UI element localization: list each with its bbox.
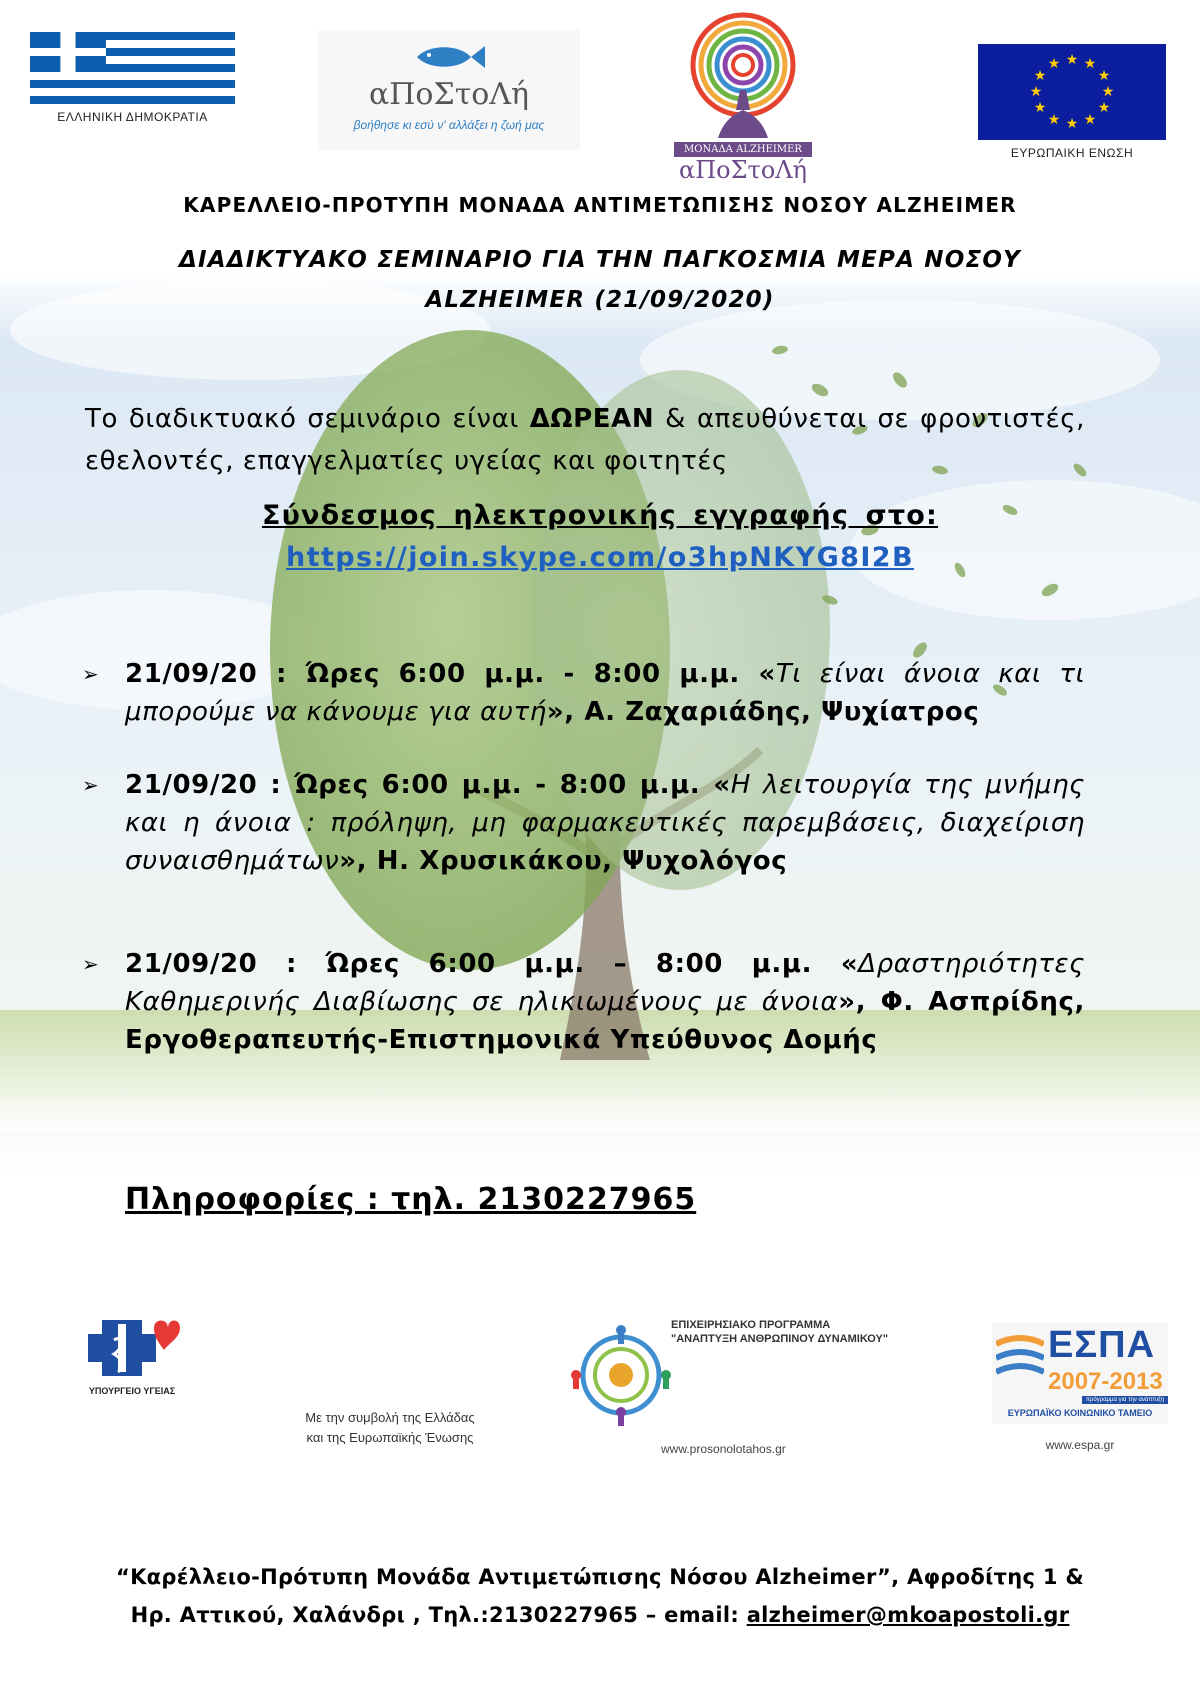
- espa-title: ΕΣΠΑ: [1048, 1324, 1156, 1366]
- arrow-bullet-icon: ➢: [82, 952, 100, 976]
- svg-text:★: ★: [1029, 84, 1043, 100]
- apostoli-logo: [318, 30, 580, 150]
- european-union-logo: [978, 44, 1166, 158]
- session-title: Η λειτουργία της μνήμης και η άνοια : πρόληψη, μη φαρμακευτικές παρεμβάσεις, διαχείριση συναισθημάτων: [125, 770, 1086, 876]
- eu-caption: ΕΥΡΩΠΑΙΚΗ ΕΝΩΣΗ: [1010, 146, 1134, 160]
- intro-text-before: Το διαδικτυακό σεμινάριο είναι: [85, 404, 530, 434]
- footer-address-phone: Ηρ. Αττικού, Χαλάνδρι , Τηλ.:2130227965 – email:: [130, 1603, 747, 1627]
- op-url: www.prosonolotahos.gr: [661, 1442, 786, 1456]
- alzheimer-unit-logo: [668, 10, 818, 188]
- greek-flag-icon: [30, 32, 235, 104]
- op-title-line-2: "ΑΝΑΠΤΥΞΗ ΑΝΘΡΩΠΙΝΟΥ ΔΥΝΑΜΙΚΟΥ": [671, 1333, 889, 1345]
- organization-title: ΚΑΡΕΛΛΕΙΟ-ΠΡΟΤΥΠΗ ΜΟΝΑΔΑ ΑΝΤΙΜΕΤΩΠΙΣΗΣ ΝΟΣΟΥ ALZHEIMER: [183, 193, 1017, 217]
- svg-text:★: ★: [1047, 112, 1061, 128]
- espa-url: www.espa.gr: [1045, 1438, 1115, 1452]
- greek-republic-logo: [30, 32, 235, 124]
- apostoli-slogan: βοήθησε κι εσύ ν' αλλάξει η ζωή μας: [353, 118, 545, 132]
- intro-free-label: ΔΩΡΕΑΝ: [529, 404, 655, 434]
- op-title: [671, 1318, 888, 1346]
- espa-logo: [992, 1322, 1168, 1457]
- svg-text:★: ★: [1047, 56, 1061, 72]
- session-date-time: 21/09/20 : Ώρες 6:00 μ.μ. - 8:00 μ.μ. «: [125, 770, 731, 800]
- svg-text:★: ★: [1033, 68, 1047, 84]
- op-title-line-1: ΕΠΙΧΕΙΡΗΣΙΑΚΟ ΠΡΟΓΡΑΜΜΑ: [671, 1319, 831, 1331]
- session-item: [80, 655, 1085, 731]
- greek-republic-caption: ΕΛΛΗΝΙΚΗ ΔΗΜΟΚΡΑΤΙΑ: [57, 110, 208, 124]
- fish-icon: [409, 40, 489, 74]
- session-item: [80, 945, 1085, 1059]
- session-item: [80, 766, 1085, 880]
- footer-line-2: [0, 1596, 1200, 1634]
- espa-years: 2007-2013: [1048, 1368, 1163, 1395]
- svg-text:★: ★: [1033, 100, 1047, 116]
- espa-waves-icon: [996, 1332, 1044, 1388]
- seminar-title: [0, 240, 1200, 320]
- svg-text:★: ★: [1097, 100, 1111, 116]
- svg-text:★: ★: [1083, 112, 1097, 128]
- svg-text:★: ★: [1101, 84, 1115, 100]
- eu-flag-icon: [978, 44, 1166, 140]
- contribution-line-1: Με την συμβολή της Ελλάδας: [305, 1410, 475, 1425]
- footer-address: [0, 1558, 1200, 1634]
- session-speaker: », Φ. Ασπρίδης, Εργοθεραπευτής-Επιστημονικά Υπεύθυνος Δομής: [125, 987, 1085, 1055]
- seminar-title-line1: ΔΙΑΔΙΚΤΥΑΚΟ ΣΕΜΙΝΑΡΙΟ ΓΙΑ ΤΗΝ ΠΑΓΚΟΣΜΙΑ ΜΕΡΑ ΝΟΣΟΥ: [179, 247, 1021, 273]
- svg-text:★: ★: [1097, 68, 1111, 84]
- intro-text-after: & απευθύνεται σε φροντιστές, εθελοντές, επαγγελματίες υγείας και φοιτητές: [85, 404, 1085, 476]
- arrow-bullet-icon: ➢: [82, 773, 100, 797]
- info-phone: Πληροφορίες : τηλ. 2130227965: [125, 1182, 697, 1217]
- session-date-time: 21/09/20 : Ώρες 6:00 μ.μ. - 8:00 μ.μ. «: [125, 659, 776, 689]
- session-date-time: 21/09/20 : Ώρες 6:00 μ.μ. – 8:00 μ.μ. «: [125, 949, 859, 979]
- footer-line-1: “Καρέλλειο-Πρότυπη Μονάδα Αντιμετώπισης Νόσου Alzheimer”, Αφροδίτης 1 &: [115, 1565, 1085, 1589]
- svg-text:★: ★: [1083, 56, 1097, 72]
- contribution-line-2: και της Ευρωπαϊκής Ένωσης: [306, 1430, 474, 1445]
- espa-program: πρόγραμμα για την ανάπτυξη: [1082, 1396, 1168, 1404]
- ministry-of-health-logo: [72, 1310, 192, 1406]
- apostoli-name: αΠοΣτοΛή: [369, 77, 529, 112]
- intro-paragraph: [85, 398, 1085, 482]
- session-title: Δραστηριότητες Καθημερινής Διαβίωσης σε ηλικιωμένους με άνοια: [125, 949, 1085, 1017]
- alzheimer-unit-banner: ΜΟΝΑΔΑ ALZHEIMER: [674, 142, 812, 157]
- ministry-caption: ΥΠΟΥΡΓΕΙΟ ΥΓΕΙΑΣ: [88, 1386, 176, 1396]
- compass-people-icon: [566, 1320, 676, 1430]
- seminar-title-line2: ALZHEIMER (21/09/2020): [425, 287, 775, 313]
- alzheimer-apostoli-name: αΠοΣτοΛή: [679, 156, 807, 184]
- session-title: Τι είναι άνοια και τι μπορούμε να κάνουμε για αυτή: [125, 659, 1085, 727]
- health-cross-heart-icon: [84, 1310, 180, 1382]
- svg-text:★: ★: [1065, 116, 1079, 132]
- arrow-bullet-icon: ➢: [82, 662, 100, 686]
- espa-fund: ΕΥΡΩΠΑΪΚΟ ΚΟΙΝΩΝΙΚΟ ΤΑΜΕΙΟ: [1007, 1408, 1153, 1418]
- registration-label: Σύνδεσμος ηλεκτρονικής εγγραφής στο:: [261, 500, 939, 531]
- registration-link[interactable]: https://join.skype.com/o3hpNKYG8I2B: [286, 542, 914, 573]
- fingerprint-tree-icon: [678, 10, 808, 138]
- session-speaker: », Η. Χρυσικάκου, Ψυχολόγος: [339, 846, 788, 876]
- session-speaker: », Α. Ζαχαριάδης, Ψυχίατρος: [546, 697, 980, 727]
- operational-programme-logo: [566, 1310, 926, 1465]
- svg-text:★: ★: [1065, 52, 1079, 68]
- eu-contribution-text: [270, 1408, 510, 1448]
- footer-email-link[interactable]: alzheimer@mkoapostoli.gr: [746, 1603, 1070, 1627]
